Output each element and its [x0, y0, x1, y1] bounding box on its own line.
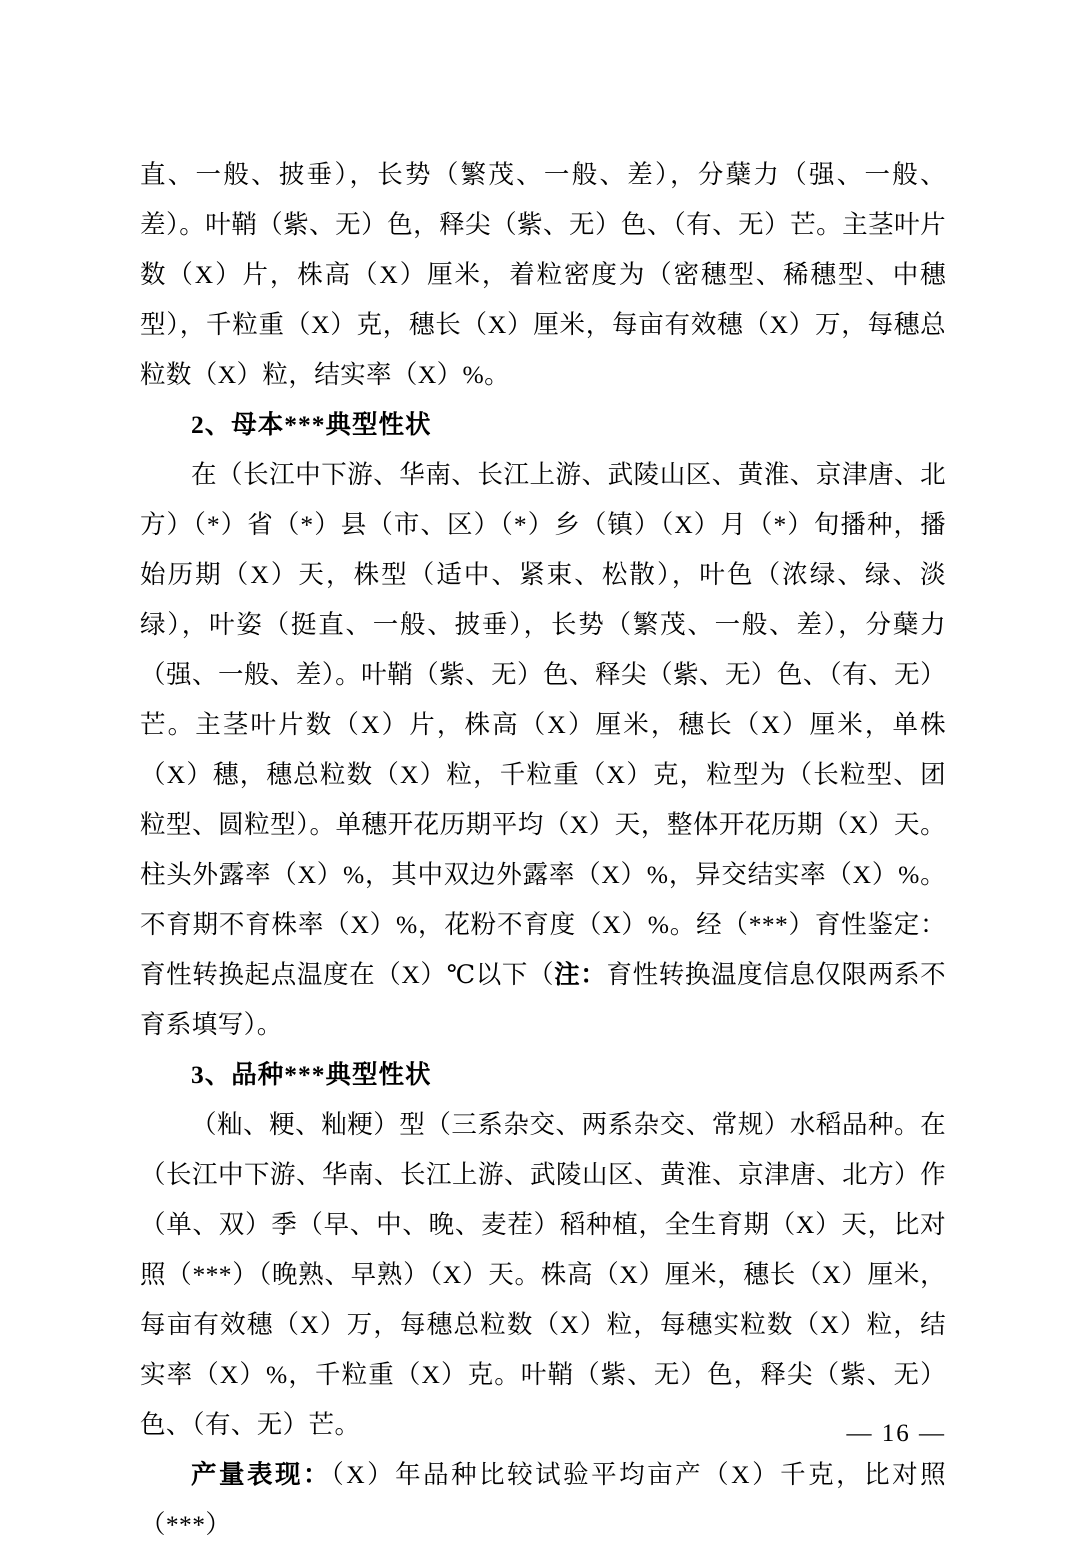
heading-variety-traits: 3、品种***典型性状: [191, 1060, 432, 1089]
document-body: [140, 150, 946, 1550]
paragraph-variety-traits: （籼、粳、籼粳）型（三系杂交、两系杂交、常规）水稻品种。在（长江中下游、华南、长江上游、武陵山区、黄淮、京津唐、北方）作（单、双）季（早、中、晚、麦茬）稻种植，全生育期（X）天，比对照（***）（晚熟、早熟）（X）天。株高（X）厘米，穗长（X）厘米，每亩有效穗（X）万，每穗总粒数（X）粒，每穗实粒数（X）粒，结实率（X）%，千粒重（X）克。叶鞘（紫、无）色，释尖（紫、无）色、（有、无）芒。: [140, 1110, 946, 1439]
mother-traits-note-label: 注：: [554, 960, 607, 989]
page-number: — 16 —: [846, 1420, 946, 1447]
yield-performance-label: 产量表现：: [191, 1460, 331, 1489]
paragraph-father-traits: 直、一般、披垂），长势（繁茂、一般、差），分蘖力（强、一般、差）。叶鞘（紫、无）色，释尖（紫、无）色、（有、无）芒。主茎叶片数（X）片，株高（X）厘米，着粒密度为（密穗型、稀穗型、中穗型），千粒重（X）克，穗长（X）厘米，每亩有效穗（X）万，每穗总粒数（X）粒，结实率（X）%。: [140, 160, 946, 389]
paragraph-yield-performance: [140, 1450, 946, 1550]
mother-traits-text: 在（长江中下游、华南、长江上游、武陵山区、黄淮、京津唐、北方）（*）省（*）县（市、区）（*）乡（镇）（X）月（*）旬播种，播始历期（X）天，株型（适中、紧束、松散），叶色（浓绿、绿、淡绿），叶姿（挺直、一般、披垂），长势（繁茂、一般、差），分蘖力（强、一般、差）。叶鞘（紫、无）色、释尖（紫、无）色、（有、无）芒。主茎叶片数（X）片，株高（X）厘米，穗长（X）厘米，单株（X）穗，穗总粒数（X）粒，千粒重（X）克，粒型为（长粒型、团粒型、圆粒型）。单穗开花历期平均（X）天，整体开花历期（X）天。柱头外露率（X）%，其中双边外露率（X）%，异交结实率（X）%。不育期不育株率（X）%，花粉不育度（X）%。经（***）育性鉴定：育性转换起点温度在（X）℃以下（: [140, 460, 946, 989]
yield-performance-text: （X）年品种比较试验平均亩产（X）千克，比对照（***）: [140, 1460, 946, 1539]
heading-mother-traits: 2、母本***典型性状: [191, 410, 432, 439]
paragraph-mother-traits: [140, 450, 946, 1050]
mother-traits-text-after: 育性转换温度信息仅限两系不育系填写）。: [140, 960, 946, 1039]
